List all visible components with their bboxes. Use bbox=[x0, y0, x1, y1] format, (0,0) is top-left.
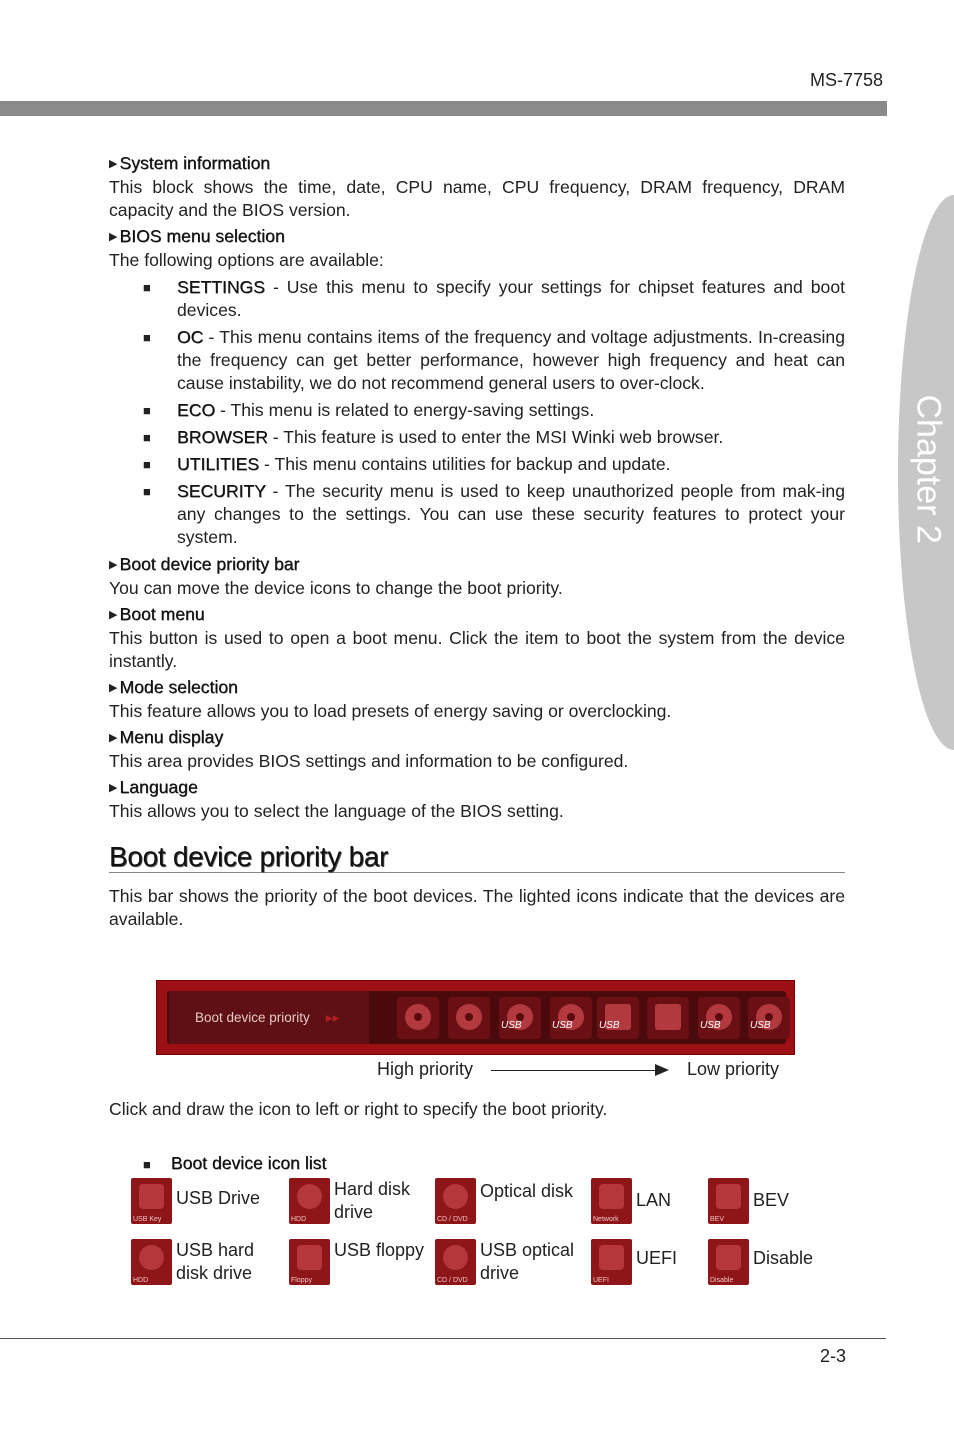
priority-arrow bbox=[491, 1070, 661, 1071]
menu-options-list bbox=[109, 276, 845, 549]
section-title: ▶ Menu display bbox=[109, 727, 224, 747]
triangle-icon: ▶ bbox=[109, 609, 118, 621]
section-body: This bar shows the priority of the boot devices. The lighted icons indicate that the devices are available. bbox=[109, 886, 845, 929]
high-priority-label: High priority bbox=[377, 1059, 474, 1079]
instruction-text: Click and draw the icon to left or right to specify the boot priority. bbox=[109, 1099, 608, 1119]
list-item: ■ ECO - This menu is related to energy-saving settings. bbox=[109, 399, 845, 422]
bar-label: Boot device priority ▸▸ bbox=[169, 991, 369, 1044]
usb-optical-icon: CD / DVD bbox=[435, 1239, 476, 1285]
bev-icon: BEV bbox=[708, 1178, 749, 1224]
floppy-icon: Floppy bbox=[289, 1239, 330, 1285]
lan-icon: Network bbox=[591, 1178, 632, 1224]
section-body: You can move the device icons to change the boot priority. bbox=[109, 578, 563, 598]
section-title: ▶ Boot device priority bar bbox=[109, 554, 300, 574]
optical-disk-icon[interactable] bbox=[448, 997, 490, 1039]
section-title: ▶ Mode selection bbox=[109, 677, 238, 697]
list-item: ■ BROWSER - This feature is used to enter the MSI Winki web browser. bbox=[109, 426, 845, 449]
usb-drive-icon: USB Key bbox=[131, 1178, 172, 1224]
arrow-right-icon bbox=[655, 1064, 669, 1076]
triangle-icon: ▶ bbox=[109, 158, 118, 170]
bullet-icon: ■ bbox=[143, 1157, 151, 1172]
section-body: This button is used to open a boot menu. Click the item to boot the system from the device instantly. bbox=[109, 628, 845, 671]
header-bar bbox=[0, 101, 887, 116]
section-title: ▶ System information bbox=[109, 153, 271, 173]
list-item: ■ UTILITIES - This menu contains utilities for backup and update. bbox=[109, 453, 845, 476]
disable-icon: Disable bbox=[708, 1239, 749, 1285]
icon-list-title: ■ Boot device icon list bbox=[143, 1153, 327, 1173]
list-item: ■ OC - This menu contains items of the frequency and voltage adjustments. In-creasing the frequency can get better performance, however high frequency and heat can cause instability, we do not recommend general users to over-clock. bbox=[109, 326, 845, 395]
usb-hdd-icon[interactable]: USB bbox=[698, 997, 740, 1039]
section-title: ▶ BIOS menu selection bbox=[109, 226, 285, 246]
usb-optical-icon[interactable]: USB bbox=[748, 997, 790, 1039]
list-item: ■ SECURITY - The security menu is used to keep unauthorized people from mak-ing any changes to the settings. You can use these security features to protect your system. bbox=[109, 480, 845, 549]
main-content bbox=[109, 152, 845, 931]
usb-optical-icon[interactable]: USB bbox=[550, 997, 592, 1039]
triangle-icon: ▶ bbox=[109, 559, 118, 571]
triangle-icon: ▶ bbox=[109, 782, 118, 794]
footer-divider bbox=[0, 1338, 886, 1339]
hdd-icon[interactable] bbox=[397, 997, 439, 1039]
low-priority-label: Low priority bbox=[687, 1059, 780, 1079]
usb-hdd-icon[interactable]: USB bbox=[499, 997, 541, 1039]
double-arrow-icon: ▸▸ bbox=[325, 1010, 340, 1025]
list-item: ■ SETTINGS - Use this menu to specify your settings for chipset features and boot devices. bbox=[109, 276, 845, 322]
usb-hdd-icon: HDD bbox=[131, 1239, 172, 1285]
triangle-icon: ▶ bbox=[109, 732, 118, 744]
page-heading: Boot device priority bar bbox=[109, 845, 845, 873]
model-number: MS-7758 bbox=[809, 70, 883, 90]
lan-icon[interactable] bbox=[647, 997, 689, 1039]
chapter-label: Chapter 2 bbox=[909, 394, 948, 544]
usb-drive-icon[interactable]: USB bbox=[597, 997, 639, 1039]
boot-priority-bar bbox=[156, 980, 795, 1055]
section-body: This area provides BIOS settings and information to be configured. bbox=[109, 751, 629, 771]
triangle-icon: ▶ bbox=[109, 231, 118, 243]
section-title: ▶ Language bbox=[109, 777, 198, 797]
hdd-icon: HDD bbox=[289, 1178, 330, 1224]
section-body: This block shows the time, date, CPU name, CPU frequency, DRAM frequency, DRAM capacity and the BIOS version. bbox=[109, 177, 845, 220]
page-number: 2-3 bbox=[819, 1346, 846, 1366]
section-title: ▶ Boot menu bbox=[109, 604, 205, 624]
section-body: This feature allows you to load presets of energy saving or overclocking. bbox=[109, 701, 672, 721]
triangle-icon: ▶ bbox=[109, 682, 118, 694]
optical-disk-icon: CD / DVD bbox=[435, 1178, 476, 1224]
section-body: The following options are available: bbox=[109, 250, 384, 270]
uefi-icon: UEFI bbox=[591, 1239, 632, 1285]
section-body: This allows you to select the language of the BIOS setting. bbox=[109, 801, 564, 821]
